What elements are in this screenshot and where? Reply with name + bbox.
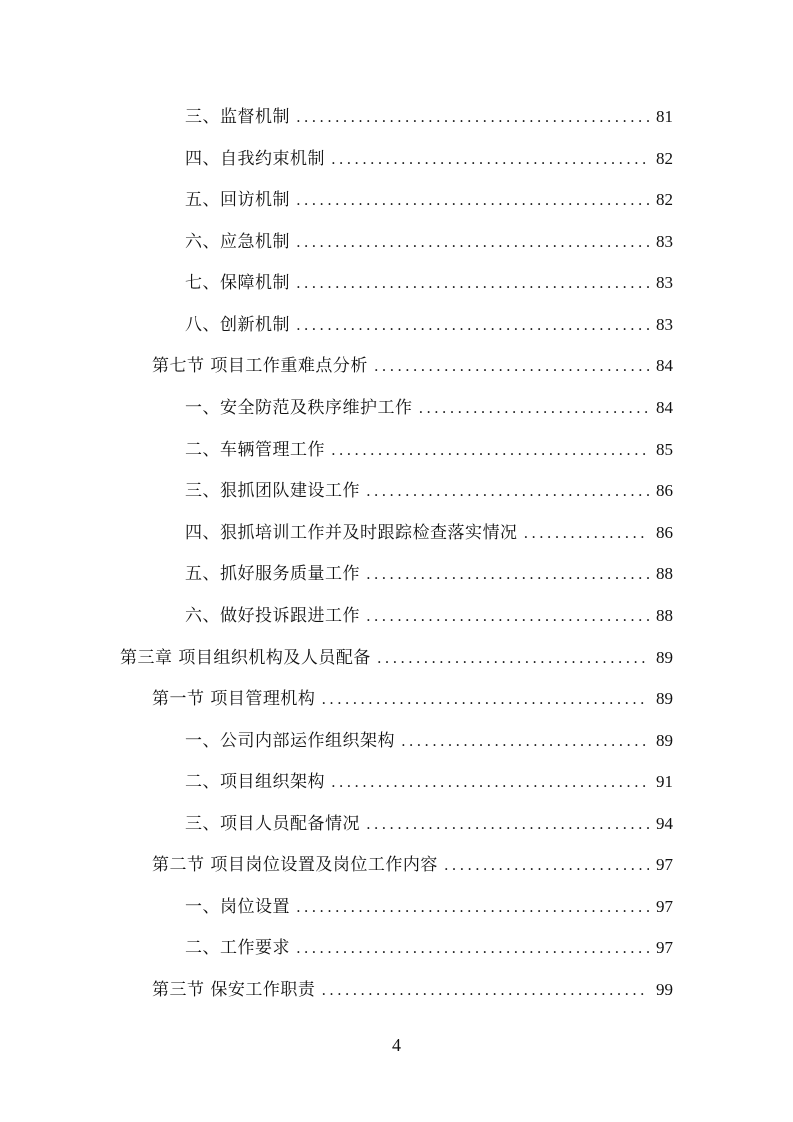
toc-entry-title: 一、公司内部运作组织架构 [185, 731, 395, 751]
toc-entry[interactable] [185, 435, 673, 465]
toc-entry-page: 91 [656, 772, 673, 791]
toc-leader-dots [321, 684, 649, 714]
toc-leader-dots [366, 809, 649, 839]
toc-leader-dots [366, 601, 649, 631]
toc-entry[interactable] [185, 892, 673, 922]
toc-entry-title: 六、做好投诉跟进工作 [185, 606, 360, 626]
toc-entry-page: 83 [656, 315, 673, 334]
toc-entry-title: 三、监督机制 [185, 107, 290, 127]
toc-entry-page: 89 [656, 648, 673, 667]
toc-entry[interactable] [185, 393, 673, 423]
toc-entry-page: 83 [656, 273, 673, 292]
toc-entry-title: 二、项目组织架构 [185, 772, 325, 792]
toc-entry-page: 81 [656, 107, 673, 126]
toc-leader-dots [331, 435, 649, 465]
toc-entry-title: 四、自我约束机制 [185, 149, 325, 169]
toc-leader-dots [331, 144, 649, 174]
toc-entry-page: 82 [656, 149, 673, 168]
toc-entry-title: 第一节 项目管理机构 [152, 689, 316, 709]
toc-entry[interactable] [152, 351, 673, 381]
toc-entry[interactable] [185, 476, 673, 506]
toc-entry-title: 第二节 项目岗位设置及岗位工作内容 [152, 855, 438, 875]
toc-entry[interactable] [185, 268, 673, 298]
toc-leader-dots [296, 102, 649, 132]
toc-leader-dots [296, 310, 649, 340]
toc-entry[interactable] [185, 144, 673, 174]
toc-entry-page: 82 [656, 190, 673, 209]
toc-leader-dots [524, 518, 650, 548]
toc-entry-page: 94 [656, 814, 673, 833]
toc-entry[interactable] [152, 975, 673, 1005]
toc-leader-dots [377, 643, 649, 673]
toc-entry-page: 83 [656, 232, 673, 251]
toc-entry-title: 第七节 项目工作重难点分析 [152, 356, 368, 376]
toc-leader-dots [321, 975, 649, 1005]
toc-entry-title: 三、项目人员配备情况 [185, 814, 360, 834]
toc-entry-title: 二、工作要求 [185, 938, 290, 958]
toc-leader-dots [296, 268, 649, 298]
toc-entry-page: 84 [656, 356, 673, 375]
toc-entry[interactable] [185, 726, 673, 756]
toc-entry[interactable] [185, 809, 673, 839]
toc-entry-page: 89 [656, 731, 673, 750]
toc-entry-page: 97 [656, 897, 673, 916]
toc-entry-title: 七、保障机制 [185, 273, 290, 293]
toc-entry[interactable] [185, 102, 673, 132]
toc-entry-title: 五、抓好服务质量工作 [185, 564, 360, 584]
toc-leader-dots [419, 393, 650, 423]
toc-entry[interactable] [185, 767, 673, 797]
toc-leader-dots [296, 185, 649, 215]
toc-leader-dots [366, 559, 649, 589]
toc-leader-dots [401, 726, 649, 756]
toc-entry-title: 六、应急机制 [185, 232, 290, 252]
toc-leader-dots [296, 892, 649, 922]
toc-leader-dots [374, 351, 649, 381]
toc-entry[interactable] [185, 601, 673, 631]
toc-entry[interactable] [120, 643, 673, 673]
toc-entry-page: 88 [656, 564, 673, 583]
toc-entry[interactable] [152, 684, 673, 714]
toc-entry-page: 85 [656, 440, 673, 459]
toc-entry-page: 89 [656, 689, 673, 708]
toc-entry-page: 99 [656, 980, 673, 999]
toc-entry-title: 四、狠抓培训工作并及时跟踪检查落实情况 [185, 523, 518, 543]
toc-entry[interactable] [185, 227, 673, 257]
toc-entry-page: 88 [656, 606, 673, 625]
toc-entry-page: 97 [656, 855, 673, 874]
toc-entry-title: 一、岗位设置 [185, 897, 290, 917]
toc-entry-page: 86 [656, 523, 673, 542]
toc-entry-title: 三、狠抓团队建设工作 [185, 481, 360, 501]
toc-entry-title: 一、安全防范及秩序维护工作 [185, 398, 413, 418]
toc-entry-title: 第三章 项目组织机构及人员配备 [120, 648, 371, 668]
toc-entry[interactable] [185, 559, 673, 589]
toc-entry-page: 97 [656, 938, 673, 957]
toc-entry-title: 二、车辆管理工作 [185, 440, 325, 460]
toc-leader-dots [296, 933, 649, 963]
toc-leader-dots [331, 767, 649, 797]
toc-entry-title: 八、创新机制 [185, 315, 290, 335]
toc-entry[interactable] [185, 310, 673, 340]
toc-leader-dots [444, 850, 649, 880]
toc-entry[interactable] [185, 518, 673, 548]
toc-entry-title: 五、回访机制 [185, 190, 290, 210]
toc-entry-page: 86 [656, 481, 673, 500]
toc-leader-dots [366, 476, 649, 506]
toc-leader-dots [296, 227, 649, 257]
toc-entry[interactable] [185, 933, 673, 963]
toc-entry[interactable] [152, 850, 673, 880]
toc-entry-title: 第三节 保安工作职责 [152, 980, 316, 1000]
page-number: 4 [392, 1035, 401, 1055]
toc-entry[interactable] [185, 185, 673, 215]
toc-entry-page: 84 [656, 398, 673, 417]
